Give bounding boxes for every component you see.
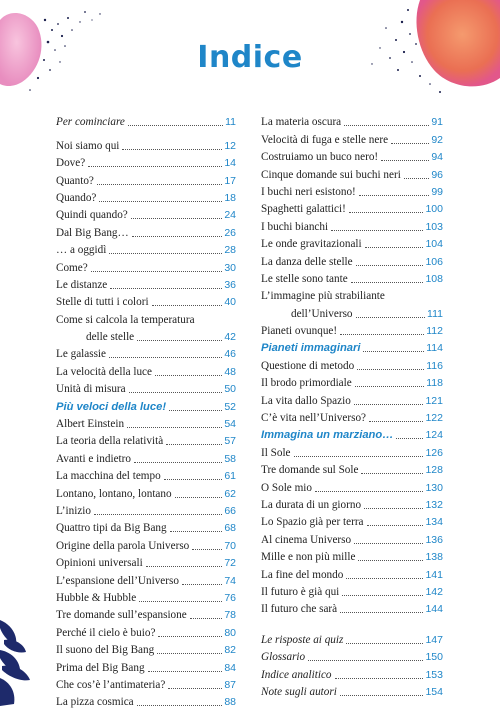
dot-leader (91, 270, 223, 272)
toc-entry-page-number: 138 (425, 551, 443, 564)
toc-entry-page-number: 50 (224, 383, 236, 396)
toc-entry-title: La fine del mondo (261, 568, 344, 581)
toc-entry-page-number: 136 (425, 533, 443, 546)
dot-leader (344, 124, 429, 126)
toc-entry-title: Che cos’è l’antimateria? (56, 678, 166, 691)
toc-entry[interactable] (56, 170, 236, 187)
toc-entry-title: La velocità della luce (56, 365, 152, 378)
toc-entry-title: Velocità di fuga e stelle nere (261, 133, 389, 146)
dot-leader (340, 694, 424, 696)
toc-entry-page-number: 154 (425, 685, 443, 698)
toc-entry-title: Quanto? (56, 174, 94, 187)
toc-entry[interactable] (56, 112, 236, 129)
toc-entry[interactable] (56, 692, 236, 709)
toc-entry-page-number: 76 (224, 591, 236, 604)
toc-entry[interactable] (56, 257, 236, 274)
toc-entry-page-number: 12 (224, 139, 236, 152)
toc-entry-title: Glossario (261, 651, 306, 664)
toc-entry-title: Stelle di tutti i colori (56, 296, 149, 309)
toc-entry[interactable] (56, 153, 236, 170)
dot-leader (346, 642, 423, 644)
toc-entry[interactable] (261, 199, 443, 216)
toc-entry-page-number: 36 (224, 278, 236, 291)
toc-entry-page-number: 150 (425, 651, 443, 664)
toc-entry-title: C’è vita nell’Universo? (261, 412, 367, 425)
dot-leader (391, 142, 429, 144)
dot-leader (364, 507, 423, 509)
dot-leader (127, 426, 222, 428)
toc-entry-page-number: 153 (425, 668, 443, 681)
toc-entry-page-number: 52 (224, 400, 236, 413)
dot-leader (404, 177, 429, 179)
toc-entry-title: Cinque domande sui buchi neri (261, 168, 401, 181)
toc-entry[interactable] (261, 547, 443, 564)
toc-entry-page-number: 80 (224, 626, 236, 639)
toc-entry-page-number: 78 (224, 609, 236, 622)
toc-entry-page-number: 114 (426, 342, 443, 355)
toc-entry-title: Dove? (56, 157, 86, 170)
toc-entry[interactable] (261, 442, 443, 459)
dot-leader (356, 264, 424, 266)
toc-entry-title: Al cinema Universo (261, 533, 352, 546)
toc-entry-title: Albert Einstein (56, 418, 125, 431)
toc-entry-title: Noi siamo qui (56, 139, 120, 152)
toc-entry-page-number: 61 (224, 470, 236, 483)
toc-entry[interactable] (56, 292, 236, 309)
toc-entry-title: L’immagine più strabiliante (261, 290, 385, 303)
toc-entry-page-number: 66 (224, 504, 236, 517)
dot-leader (369, 420, 423, 422)
toc-entry[interactable] (56, 240, 236, 257)
toc-entry-title: Le distanze (56, 278, 108, 291)
toc-entry-title: Quattro tipi da Big Bang (56, 522, 167, 535)
toc-entry[interactable] (261, 512, 443, 529)
toc-entry-title: … a oggidì (56, 244, 107, 257)
dot-leader (358, 559, 423, 561)
toc-entry[interactable] (56, 466, 236, 483)
toc-entry[interactable] (261, 216, 443, 233)
page-title: Indice (197, 40, 303, 75)
toc-entry-page-number: 40 (224, 296, 236, 309)
toc-entry-page-number: 24 (224, 209, 236, 222)
toc-entry-page-number: 74 (224, 574, 236, 587)
toc-entry-title: La vita dallo Spazio (261, 394, 351, 407)
toc-entry-title: Le galassie (56, 348, 107, 361)
dot-leader (354, 403, 424, 405)
toc-entry[interactable] (56, 622, 236, 639)
toc-entry[interactable] (56, 640, 236, 657)
toc-entry-page-number: 108 (425, 272, 443, 285)
toc-entry[interactable] (56, 431, 236, 448)
dot-leader (94, 513, 222, 515)
dot-leader (129, 391, 223, 393)
toc-entry[interactable] (56, 327, 236, 344)
toc-entry-title: Quindi quando? (56, 209, 128, 222)
toc-entry-title: Indice analitico (261, 668, 332, 681)
toc-entry-title: L’inizio (56, 504, 92, 517)
toc-entry-title: I buchi neri esistono! (261, 185, 356, 198)
dot-leader (99, 200, 222, 202)
toc-entry[interactable] (261, 495, 443, 512)
dot-leader (381, 159, 429, 161)
dot-leader (315, 490, 424, 492)
toc-entry[interactable] (56, 570, 236, 587)
dot-leader (182, 583, 222, 585)
toc-entry-page-number: 42 (224, 331, 236, 344)
toc-entry[interactable] (261, 629, 443, 646)
toc-entry-page-number: 144 (425, 603, 443, 616)
toc-entry-title: Opinioni universali (56, 557, 143, 570)
dot-leader (190, 617, 223, 619)
toc-entry-title: dell’Universo (291, 307, 353, 320)
toc-entry-title: Il brodo primordiale (261, 377, 352, 390)
dot-leader (166, 443, 222, 445)
toc-entry-page-number: 18 (224, 191, 236, 204)
toc-entry-page-number: 118 (426, 377, 443, 390)
toc-entry-title: Costruiamo un buco nero! (261, 151, 379, 164)
toc-entry-title: L’espansione dell’Universo (56, 574, 179, 587)
toc-entry[interactable] (261, 164, 443, 181)
toc-entry-title: La macchina del tempo (56, 470, 161, 483)
toc-entry-title: Quando? (56, 191, 97, 204)
toc-entry-page-number: 28 (224, 244, 236, 257)
toc-entry-page-number: 96 (431, 168, 443, 181)
toc-entry-page-number: 104 (425, 238, 443, 251)
toc-entry-page-number: 11 (225, 116, 236, 129)
toc-entry-title: La materia oscura (261, 116, 342, 129)
toc-entry-page-number: 57 (224, 435, 236, 448)
dot-leader (340, 611, 423, 613)
toc-entry[interactable] (56, 379, 236, 396)
toc-entry-title: Come si calcola la temperatura (56, 313, 195, 326)
toc-entry[interactable] (261, 460, 443, 477)
toc-entry-title: La danza delle stelle (261, 255, 353, 268)
dot-leader (357, 368, 424, 370)
dot-leader (192, 548, 222, 550)
toc-entry-page-number: 68 (224, 522, 236, 535)
dot-leader (356, 316, 426, 318)
toc-entry[interactable] (56, 518, 236, 535)
toc-entry-page-number: 128 (425, 464, 443, 477)
dot-leader (109, 356, 222, 358)
toc-entry-title: Dal Big Bang… (56, 226, 129, 239)
toc-entry-title: Mille e non più mille (261, 551, 356, 564)
toc-entry[interactable] (56, 135, 236, 152)
toc-entry-page-number: 58 (224, 452, 236, 465)
toc-entry-title: Per cominciare (56, 116, 125, 129)
dot-leader (97, 183, 222, 185)
toc-entry-title: Avanti e indietro (56, 452, 131, 465)
toc-entry-page-number: 70 (224, 539, 236, 552)
toc-entry[interactable] (261, 129, 443, 146)
toc-entry-page-number: 134 (425, 516, 443, 529)
dot-leader (351, 281, 424, 283)
toc-entry-title: Le stelle sono tante (261, 272, 348, 285)
toc-entry-page-number: 103 (425, 220, 443, 233)
dot-leader (157, 652, 222, 654)
toc-entry[interactable] (56, 675, 236, 692)
dot-leader (367, 524, 424, 526)
toc-left-column (56, 112, 236, 709)
toc-entry-page-number: 130 (425, 481, 443, 494)
dot-leader (134, 461, 222, 463)
toc-entry[interactable] (56, 275, 236, 292)
toc-entry[interactable] (56, 222, 236, 239)
toc-entry-title: Come? (56, 261, 88, 274)
toc-entry-title: Prima del Big Bang (56, 661, 145, 674)
toc-entry-page-number: 62 (224, 487, 236, 500)
toc-entry-title: Immagina un marziano… (261, 429, 394, 442)
dot-leader (349, 211, 424, 213)
dot-leader (122, 148, 222, 150)
toc-entry[interactable] (261, 390, 443, 407)
toc-entry-page-number: 91 (431, 116, 443, 129)
dot-leader (148, 670, 223, 672)
dot-leader (331, 229, 423, 231)
toc-entry[interactable] (261, 147, 443, 164)
toc-entry[interactable] (261, 477, 443, 494)
toc-entry[interactable] (261, 425, 443, 442)
toc-entry-page-number: 92 (431, 133, 443, 146)
toc-entry-title: La pizza cosmica (56, 696, 134, 709)
dot-leader (169, 409, 222, 411)
toc-entry-page-number: 111 (427, 307, 443, 320)
toc-entry-page-number: 112 (426, 325, 443, 338)
toc-entry[interactable] (261, 529, 443, 546)
toc-entry-page-number: 100 (425, 203, 443, 216)
dot-leader (110, 287, 222, 289)
dot-leader (308, 659, 423, 661)
dot-leader (131, 217, 223, 219)
toc-entry[interactable] (56, 344, 236, 361)
toc-entry[interactable] (56, 361, 236, 378)
dot-leader (363, 350, 424, 352)
toc-entry-title: Le risposte ai quiz (261, 633, 344, 646)
dot-leader (128, 124, 223, 126)
toc-entry[interactable] (261, 647, 443, 664)
dot-leader (137, 339, 222, 341)
plant-decoration (0, 600, 40, 706)
toc-entry-title: La teoria della relatività (56, 435, 164, 448)
toc-entry[interactable] (56, 535, 236, 552)
dot-leader (355, 385, 425, 387)
toc-entry[interactable] (261, 599, 443, 616)
dot-leader (335, 677, 424, 679)
toc-entry-page-number: 142 (425, 585, 443, 598)
dot-leader (155, 374, 222, 376)
toc-entry[interactable] (261, 408, 443, 425)
toc-entry-title: Origine della parola Universo (56, 539, 190, 552)
toc-entry[interactable] (56, 588, 236, 605)
toc-entry-page-number: 87 (224, 678, 236, 691)
dot-leader (164, 478, 223, 480)
dot-leader (139, 600, 222, 602)
dot-leader (346, 577, 423, 579)
toc-entry-page-number: 17 (224, 174, 236, 187)
toc-entry[interactable] (56, 205, 236, 222)
toc-entry[interactable] (56, 448, 236, 465)
toc-entry-title: La durata di un giorno (261, 498, 362, 511)
dot-leader (294, 455, 424, 457)
toc-entry-title: Note sugli autori (261, 685, 337, 698)
dot-leader (168, 687, 222, 689)
toc-entry-page-number: 132 (425, 498, 443, 511)
toc-entry-page-number: 48 (224, 365, 236, 378)
toc-entry-page-number: 84 (224, 661, 236, 674)
toc-entry[interactable] (261, 251, 443, 268)
toc-entry-title: Hubble & Hubble (56, 591, 137, 604)
toc-entry[interactable] (56, 605, 236, 622)
toc-entry[interactable] (261, 338, 443, 355)
dot-leader (342, 594, 423, 596)
toc-entry-title: Il suono del Big Bang (56, 644, 155, 657)
dot-leader (175, 496, 223, 498)
toc-entry-title: I buchi bianchi (261, 220, 329, 233)
dot-leader (146, 565, 223, 567)
toc-entry-page-number: 14 (224, 157, 236, 170)
dot-leader (354, 542, 423, 544)
dot-leader (359, 194, 430, 196)
toc-entry[interactable] (56, 188, 236, 205)
toc-entry-page-number: 121 (425, 394, 443, 407)
toc-entry[interactable] (261, 321, 443, 338)
toc-entry-page-number: 54 (224, 418, 236, 431)
toc-entry-title: Tre domande sul Sole (261, 464, 359, 477)
toc-entry-title: Il futuro è già qui (261, 585, 340, 598)
toc-entry-title: O Sole mio (261, 481, 312, 494)
toc-entry[interactable] (261, 303, 443, 320)
toc-entry-page-number: 124 (425, 429, 443, 442)
dot-leader (361, 472, 423, 474)
toc-entry-page-number: 141 (425, 568, 443, 581)
toc-entry-page-number: 106 (425, 255, 443, 268)
toc-entry-page-number: 126 (425, 446, 443, 459)
toc-entry[interactable] (56, 396, 236, 413)
toc-entry[interactable] (261, 182, 443, 199)
toc-entry-title: Pianeti ovunque! (261, 325, 338, 338)
toc-entry[interactable] (261, 373, 443, 390)
toc-entry-title: Pianeti immaginari (261, 342, 361, 355)
toc-entry-title: delle stelle (86, 331, 135, 344)
toc-entry[interactable] (56, 309, 236, 326)
dot-leader (340, 333, 424, 335)
toc-entry[interactable] (56, 483, 236, 500)
dot-leader (396, 437, 423, 439)
dot-leader (109, 252, 222, 254)
toc-entry-title: Le onde gravitazionali (261, 238, 362, 251)
dot-leader (365, 246, 424, 248)
toc-entry-page-number: 122 (425, 412, 443, 425)
toc-entry[interactable] (261, 286, 443, 303)
toc-entry-title: Lo Spazio già per terra (261, 516, 364, 529)
toc-entry-title: Il futuro che sarà (261, 603, 338, 616)
toc-entry-page-number: 26 (224, 226, 236, 239)
toc-entry[interactable] (261, 234, 443, 251)
toc-entry-page-number: 46 (224, 348, 236, 361)
toc-entry[interactable] (261, 564, 443, 581)
toc-entry-page-number: 99 (431, 185, 443, 198)
toc-entry-title: Lontano, lontano, lontano (56, 487, 172, 500)
toc-entry-title: Più veloci della luce! (56, 400, 167, 413)
toc-entry-page-number: 30 (224, 261, 236, 274)
toc-entry[interactable] (261, 269, 443, 286)
toc-entry[interactable] (261, 682, 443, 699)
toc-entry-title: Tre domande sull’espansione (56, 609, 187, 622)
toc-entry[interactable] (56, 657, 236, 674)
dot-leader (152, 304, 223, 306)
toc-right-column (261, 112, 443, 699)
toc-entry-title: Questione di metodo (261, 359, 355, 372)
toc-entry-title: Unità di misura (56, 383, 126, 396)
toc-entry[interactable] (261, 355, 443, 372)
dot-leader (158, 635, 222, 637)
toc-entry-title: Il Sole (261, 446, 291, 459)
toc-entry-page-number: 94 (431, 151, 443, 164)
toc-entry-page-number: 147 (425, 633, 443, 646)
toc-entry[interactable] (261, 112, 443, 129)
toc-entry-title: Spaghetti galattici! (261, 203, 346, 216)
toc-entry-page-number: 72 (224, 557, 236, 570)
toc-entry[interactable] (56, 501, 236, 518)
toc-entry-page-number: 88 (224, 696, 236, 709)
dot-leader (170, 530, 223, 532)
toc-entry[interactable] (56, 553, 236, 570)
toc-entry[interactable] (56, 414, 236, 431)
dot-leader (88, 165, 222, 167)
toc-entry-title: Perché il cielo è buio? (56, 626, 156, 639)
dot-leader (132, 235, 223, 237)
toc-entry[interactable] (261, 582, 443, 599)
toc-entry[interactable] (261, 664, 443, 681)
toc-entry-page-number: 82 (224, 644, 236, 657)
toc-entry-page-number: 116 (426, 359, 443, 372)
